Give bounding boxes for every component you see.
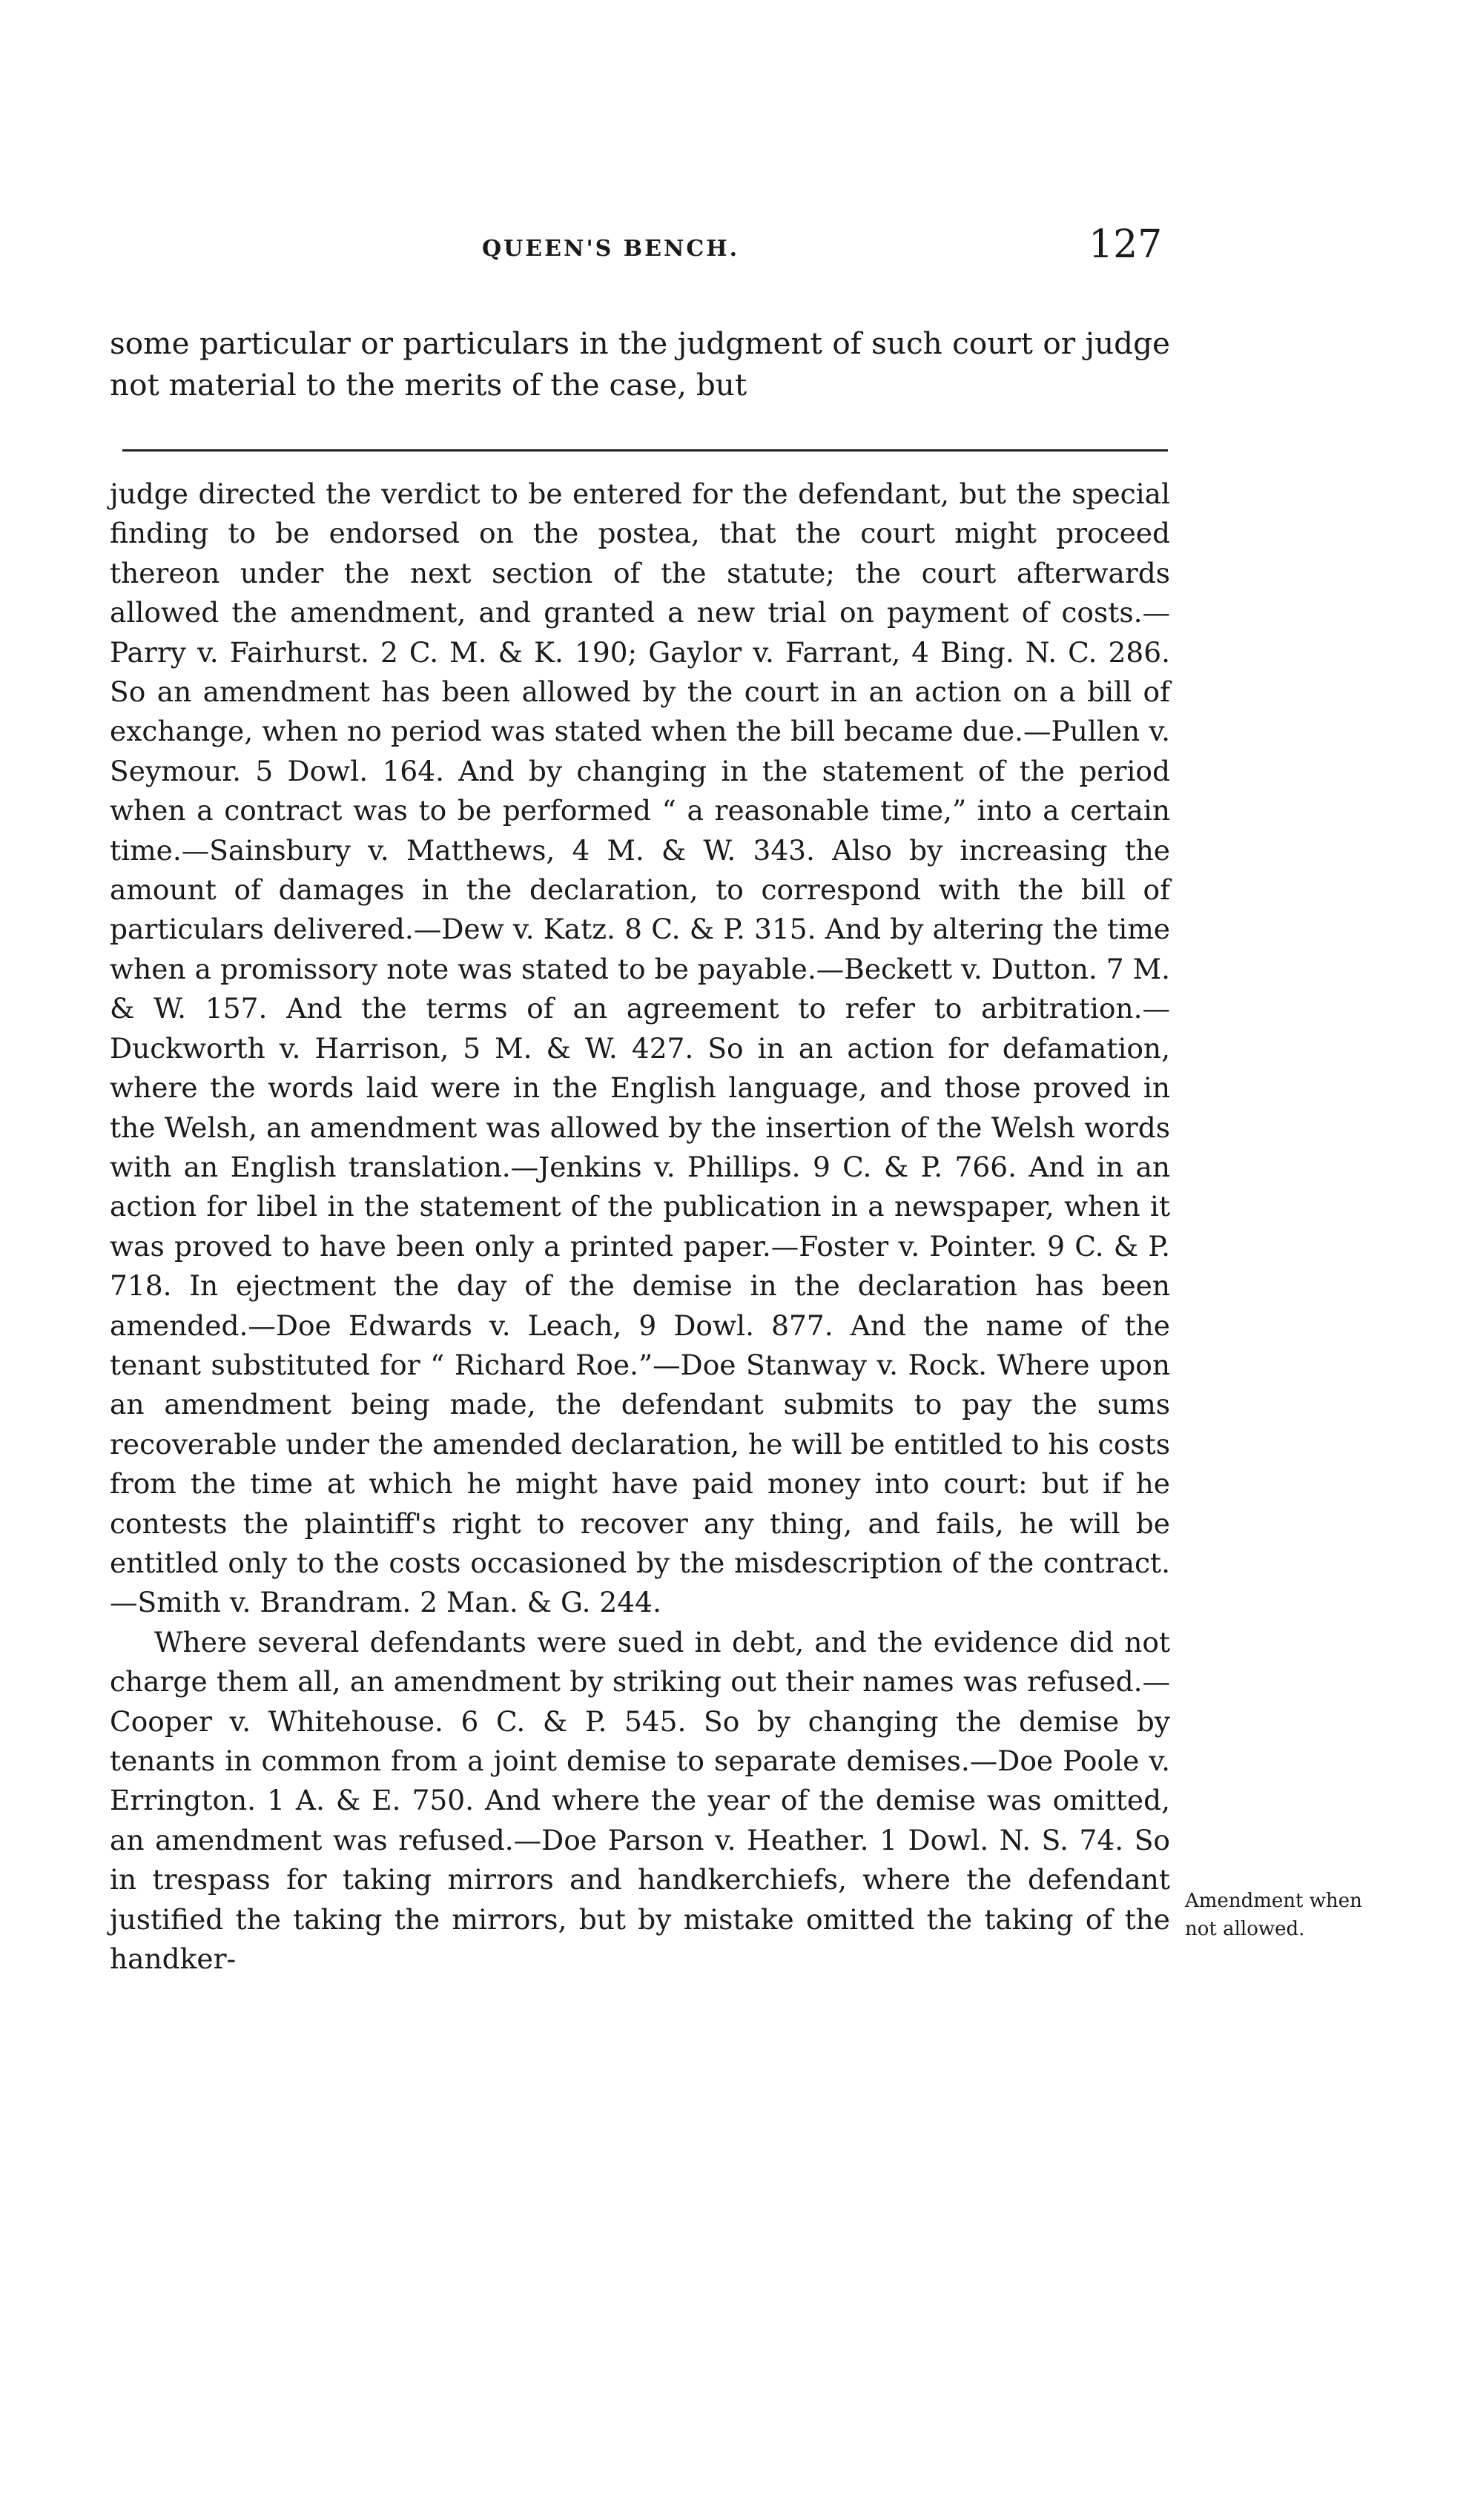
main-text: some particular or particulars in the judgment of such court or judge not material to the merits of the case, but [110, 325, 1170, 403]
running-title: QUEEN'S BENCH. [482, 236, 740, 262]
footnote-paragraph: Where several defendants were sued in debt, and the evidence did not charge them all, an amendment by striking out their names was refused.—Cooper v. Whitehouse. 6 C. & P. 545. So by changing the demise by tenants in common from a joint demise to separate demises.—Doe Poole v. Errington. 1 A. & E. 750. And where the year of the demise was omitted, an amendment was refused.—Doe Parson v. Heather. 1 Dowl. N. S. 74. So in trespass for taking mirrors and handkerchiefs, where the defendant justified the taking the mirrors, but by mistake omitted the taking of the handker- [110, 1625, 1170, 1976]
footnote-block [110, 474, 1170, 1979]
page-number: 127 [1089, 222, 1163, 267]
footnote-divider [122, 449, 1168, 452]
margin-note: Amendment when not allowed. [1185, 1890, 1362, 1940]
footnote-paragraph: judge directed the verdict to be entered for the defendant, but the special finding to be endorsed on the postea, that the court might proceed thereon under the next section of the statute; the court afterwards allowed the amendment, and granted a new trial on payment of costs.—Parry v. Fairhurst. 2 C. M. & K. 190; Gaylor v. Farrant, 4 Bing. N. C. 286. So an amendment has been allowed by the court in an action on a bill of exchange, when no period was stated when the bill became due.—Pullen v. Seymour. 5 Dowl. 164. And by changing in the statement of the period when a contract was to be performed “ a reasonable time,” into a certain time.—Sainsbury v. Matthews, 4 M. & W. 343. Also by increasing the amount of damages in the declaration, to correspond with the bill of particulars delivered.—Dew v. Katz. 8 C. & P. 315. And by altering the time when a promissory note was stated to be payable.—Beckett v. Dutton. 7 M. & W. 157. And the terms of an agreement to refer to arbitration.—Duckworth v. Harrison, 5 M. & W. 427. So in an action for defamation, where the words laid were in the English language, and those proved in the Welsh, an amendment was allowed by the insertion of the Welsh words with an English translation.—Jenkins v. Phillips. 9 C. & P. 766. And in an action for libel in the statement of the publication in a newspaper, when it was proved to have been only a printed paper.—Foster v. Pointer. 9 C. & P. 718. In ejectment the day of the demise in the declaration has been amended.—Doe Edwards v. Leach, 9 Dowl. 877. And the name of the tenant substituted for “ Richard Roe.”—Doe Stanway v. Rock. Where upon an amendment being made, the defendant submits to pay the sums recoverable under the amended declaration, he will be entitled to his costs from the time at which he might have paid money into court: but if he contests the plaintiff's right to recover any thing, and fails, he will be entitled only to the costs occasioned by the misdescription of the contract.—Smith v. Brandram. 2 Man. & G. 244. [110, 477, 1170, 1619]
